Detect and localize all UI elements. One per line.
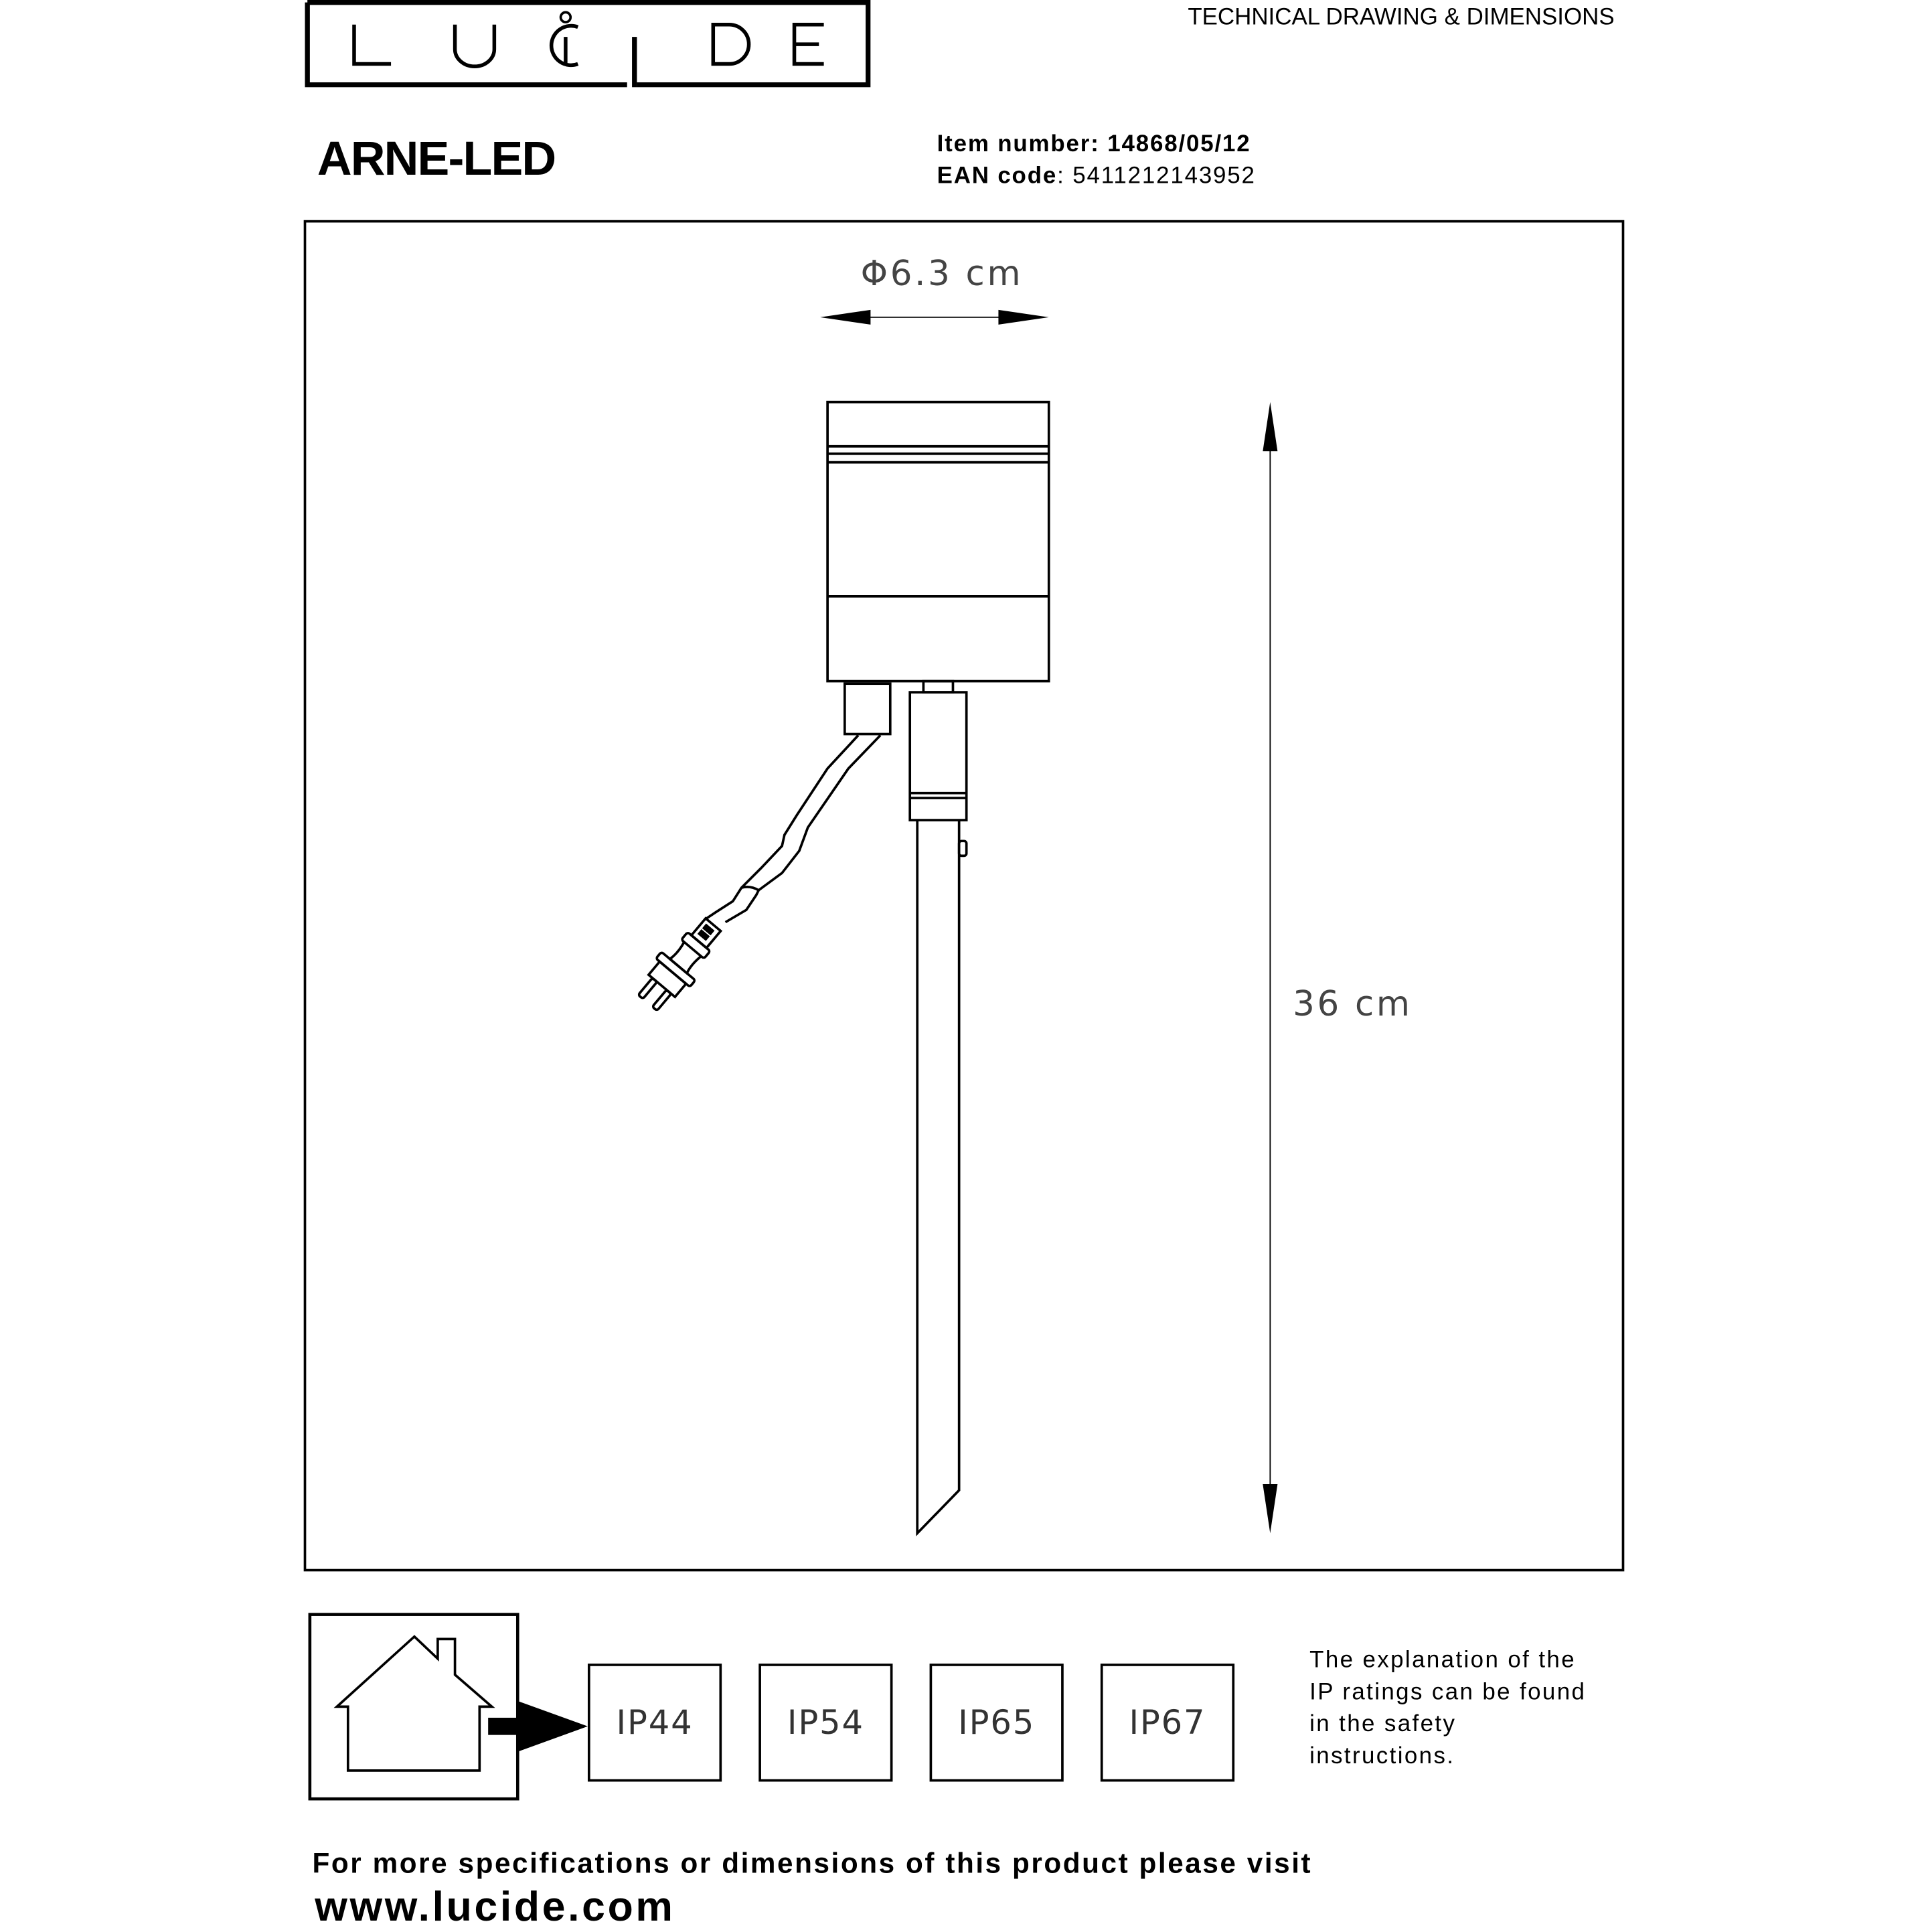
ean-value: : 5411212143952 bbox=[1057, 163, 1256, 189]
height-label: 36 cm bbox=[1293, 984, 1413, 1025]
ip-explanation bbox=[1309, 1645, 1586, 1773]
arrow-left-icon bbox=[820, 310, 870, 325]
footer-url-link[interactable]: www.lucide.com bbox=[315, 1883, 675, 1931]
ip-explanation-line: IP ratings can be found bbox=[1309, 1679, 1587, 1706]
footer-more-info: For more specifications or dimensions of this product please visit bbox=[312, 1846, 1313, 1879]
ip-rating-ip54: IP54 bbox=[758, 1664, 892, 1781]
ip-rating-ip44: IP44 bbox=[588, 1664, 722, 1781]
ip-rating-ip65: IP65 bbox=[930, 1664, 1064, 1781]
ip-explanation-line: The explanation of the bbox=[1309, 1647, 1577, 1674]
ean-label: EAN code bbox=[937, 163, 1058, 189]
arrow-right-icon bbox=[998, 310, 1048, 325]
ip-rating-ip67: IP67 bbox=[1101, 1664, 1234, 1781]
ip-explanation-line: in the safety bbox=[1309, 1711, 1457, 1738]
arrow-up-icon bbox=[1263, 402, 1277, 451]
drawing-frame bbox=[305, 222, 1623, 1571]
item-number-value: 14868/05/12 bbox=[1107, 131, 1251, 158]
arrow-down-icon bbox=[1263, 1484, 1277, 1533]
product-name: ARNE-LED bbox=[317, 133, 556, 186]
height-dimension bbox=[1263, 402, 1412, 1534]
diameter-label: Φ6.3 cm bbox=[860, 254, 1024, 295]
document-type-label: TECHNICAL DRAWING & DIMENSIONS bbox=[1188, 5, 1615, 31]
plug-icon bbox=[631, 910, 730, 1017]
item-number-label: Item number: bbox=[937, 131, 1100, 158]
lamp-illustration bbox=[631, 402, 1049, 1534]
arrow-right-icon bbox=[488, 1700, 588, 1752]
ip-explanation-line: instructions. bbox=[1309, 1743, 1455, 1770]
diameter-dimension bbox=[820, 254, 1049, 325]
indoor-house-icon bbox=[310, 1615, 517, 1799]
